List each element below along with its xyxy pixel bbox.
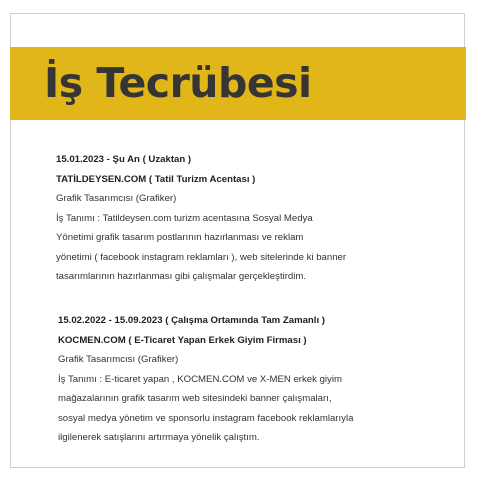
experience-description-line: yönetimi ( facebook instagram reklamları ), web sitelerinde ki banner <box>56 251 347 263</box>
experience-description-line: İş Tanımı : Tatildeysen.com turizm acentasına Sosyal Medya <box>56 212 313 224</box>
experience-description-line: mağazalarının grafik tasarım web sitesindeki banner çalışmaları, <box>58 393 332 404</box>
experience-entry <box>58 311 438 448</box>
section-title: İş Tecrübesi <box>44 59 312 107</box>
experience-period: 15.01.2023 - Şu An ( Uzaktan ) <box>56 154 192 165</box>
experience-description-line: ilgilenerek satışlarını artırmaya yönelik çalıştım. <box>58 432 260 443</box>
experience-company: KOCMEN.COM ( E-Ticaret Yapan Erkek Giyim Firması ) <box>58 334 307 346</box>
experience-description-line: sosyal medya yönetim ve sponsorlu instagram facebook reklamlarıyla <box>58 412 354 424</box>
section-header-banner <box>10 47 466 120</box>
experience-company: TATİLDEYSEN.COM ( Tatil Turizm Acentası ) <box>56 173 256 185</box>
experience-description-line: tasarımlarının hazırlanması gibi çalışmalar gerçekleştirdim. <box>56 271 307 282</box>
experience-period: 15.02.2022 - 15.09.2023 ( Çalışma Ortamında Tam Zamanlı ) <box>58 315 325 326</box>
experience-description-line: İş Tanımı : E-ticaret yapan , KOCMEN.COM ve X-MEN erkek giyim <box>58 373 342 385</box>
experience-role: Grafik Tasarımcısı (Grafiker) <box>58 354 179 365</box>
experience-role: Grafik Tasarımcısı (Grafiker) <box>56 193 177 204</box>
experience-entry <box>56 150 436 287</box>
experience-description-line: Yönetimi grafik tasarım postlarının hazırlanması ve reklam <box>56 232 304 243</box>
